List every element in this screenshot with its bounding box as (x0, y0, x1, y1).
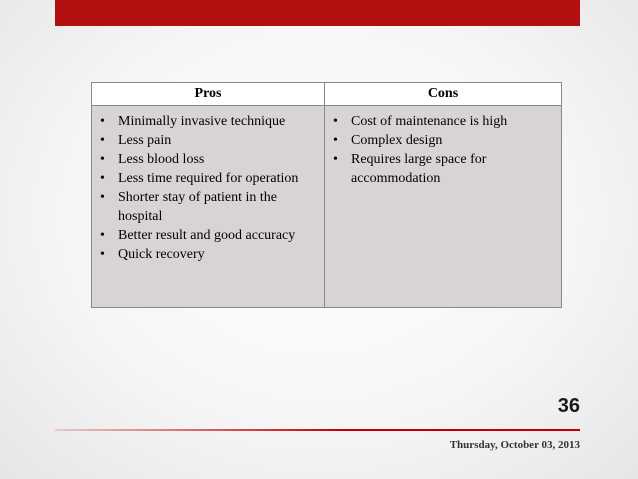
list-item: • Shorter stay of patient in the hospital (98, 188, 318, 226)
pros-cell (92, 106, 325, 308)
pros-header: Pros (92, 83, 325, 106)
pros-list (98, 112, 318, 264)
list-item: • Better result and good accuracy (98, 226, 318, 245)
table-row (92, 106, 562, 308)
pros-cons-table (91, 82, 562, 308)
list-item: • Less time required for operation (98, 169, 318, 188)
cons-list (331, 112, 555, 188)
list-item: • Requires large space for accommodation (331, 150, 555, 188)
list-item: • Complex design (331, 131, 555, 150)
footer-date: Thursday, October 03, 2013 (449, 439, 580, 451)
footer-divider (55, 429, 580, 431)
list-item: • Minimally invasive technique (98, 112, 318, 131)
page-number: 36 (557, 395, 580, 417)
list-item: • Less blood loss (98, 150, 318, 169)
list-item: • Less pain (98, 131, 318, 150)
table-header-row (92, 83, 562, 106)
top-accent-bar (55, 0, 580, 26)
cons-header: Cons (325, 83, 562, 106)
cons-cell (325, 106, 562, 308)
list-item: • Cost of maintenance is high (331, 112, 555, 131)
list-item: • Quick recovery (98, 245, 318, 264)
